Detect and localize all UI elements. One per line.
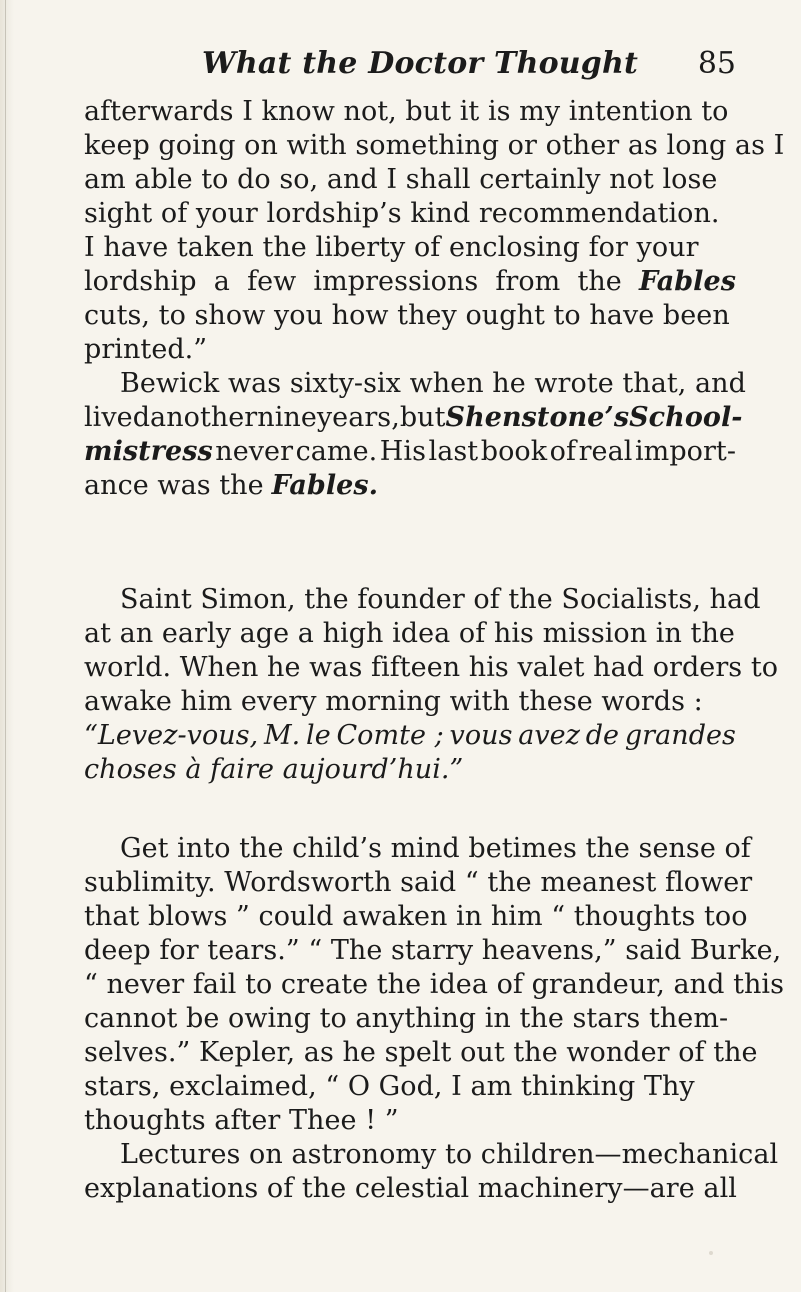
text-line: “ never fail to create the idea of grandeur, and this bbox=[84, 969, 784, 1000]
italic-title: Shenstone’s bbox=[445, 402, 630, 433]
text-line: printed.” bbox=[84, 334, 208, 365]
text-line: afterwards I know not, but it is my intention to bbox=[84, 96, 729, 127]
page-header bbox=[84, 46, 736, 96]
text-fragment: came. bbox=[295, 436, 378, 467]
text-line-with-italic bbox=[84, 435, 736, 469]
text-line: cannot be owing to anything in the stars them- bbox=[84, 1003, 729, 1034]
text-fragment: His bbox=[379, 436, 426, 467]
text-line: awake him every morning with these words : bbox=[84, 686, 703, 717]
text-line: Get into the child’s mind betimes the sense of bbox=[120, 833, 751, 864]
italic-title: Fables. bbox=[271, 470, 379, 501]
text-line-with-italic bbox=[84, 265, 736, 299]
text-line: thoughts after Thee ! ” bbox=[84, 1105, 399, 1136]
text-fragment: import- bbox=[634, 436, 736, 467]
text-line-with-italic bbox=[84, 469, 736, 503]
quote-fragment: choses à faire aujourd’hui.” bbox=[84, 754, 464, 785]
paragraph-2 bbox=[84, 367, 746, 503]
text-fragment: book bbox=[480, 436, 548, 467]
text-line: Lectures on astronomy to children—mechanical bbox=[120, 1139, 779, 1170]
quote-fragment: de bbox=[585, 720, 620, 751]
italic-title: School- bbox=[629, 402, 743, 433]
page-number: 85 bbox=[697, 46, 736, 81]
text-line: sublimity. Wordsworth said “ the meanest flower bbox=[84, 867, 753, 898]
text-fragment: nine bbox=[257, 402, 317, 433]
text-fragment: the bbox=[577, 266, 622, 297]
paragraph-5 bbox=[84, 1138, 779, 1206]
text-line: selves.” Kepler, as he spelt out the wonder of the bbox=[84, 1037, 758, 1068]
quote-fragment: le bbox=[306, 720, 331, 751]
text-line: I have taken the liberty of enclosing for your bbox=[84, 232, 699, 263]
paragraph-3 bbox=[84, 583, 779, 787]
paragraph-1 bbox=[84, 95, 785, 367]
text-line: world. When he was fifteen his valet had orders to bbox=[84, 652, 779, 683]
text-fragment: lived bbox=[84, 402, 151, 433]
text-fragment: of bbox=[549, 436, 577, 467]
text-fragment: real bbox=[578, 436, 633, 467]
text-fragment: ance was the bbox=[84, 470, 264, 501]
text-fragment: a bbox=[213, 266, 230, 297]
text-fragment: from bbox=[495, 266, 561, 297]
text-line: am able to do so, and I shall certainly not lose bbox=[84, 164, 718, 195]
page-gutter bbox=[0, 0, 14, 1292]
text-line: sight of your lordship’s kind recommendation. bbox=[84, 198, 720, 229]
text-line: explanations of the celestial machinery—are all bbox=[84, 1173, 737, 1204]
text-fragment: few bbox=[247, 266, 297, 297]
page-binding-edge bbox=[5, 0, 6, 1292]
text-fragment: years, bbox=[316, 402, 400, 433]
text-line-italic bbox=[84, 719, 736, 753]
text-line: at an early age a high idea of his mission in the bbox=[84, 618, 735, 649]
paper-speck bbox=[709, 1251, 713, 1255]
text-line-italic bbox=[84, 753, 736, 787]
italic-title: mistress bbox=[84, 436, 213, 467]
quote-fragment: avez bbox=[518, 720, 580, 751]
quote-fragment: “Levez-vous, bbox=[84, 720, 259, 751]
text-fragment: never bbox=[215, 436, 294, 467]
text-line: deep for tears.” “ The starry heavens,” said Burke, bbox=[84, 935, 782, 966]
text-fragment: last bbox=[428, 436, 479, 467]
text-fragment: but bbox=[399, 402, 446, 433]
text-line: Saint Simon, the founder of the Socialists, had bbox=[120, 584, 761, 615]
text-line: keep going on with something or other as long as I bbox=[84, 130, 785, 161]
text-line: stars, exclaimed, “ O God, I am thinking Thy bbox=[84, 1071, 695, 1102]
running-title: What the Doctor Thought bbox=[202, 46, 639, 81]
text-line: cuts, to show you how they ought to have been bbox=[84, 300, 730, 331]
text-fragment: another bbox=[150, 402, 258, 433]
text-fragment: impressions bbox=[313, 266, 479, 297]
text-line-with-italic bbox=[84, 401, 743, 435]
italic-title: Fables bbox=[638, 266, 736, 297]
text-line: that blows ” could awaken in him “ thoughts too bbox=[84, 901, 748, 932]
text-line: Bewick was sixty-six when he wrote that, and bbox=[120, 368, 746, 399]
paragraph-4 bbox=[84, 832, 784, 1138]
quote-fragment: M. bbox=[263, 720, 301, 751]
quote-fragment: vous bbox=[449, 720, 513, 751]
quote-fragment: Comte ; bbox=[336, 720, 444, 751]
text-fragment: lordship bbox=[84, 266, 197, 297]
quote-fragment: grandes bbox=[624, 720, 736, 751]
